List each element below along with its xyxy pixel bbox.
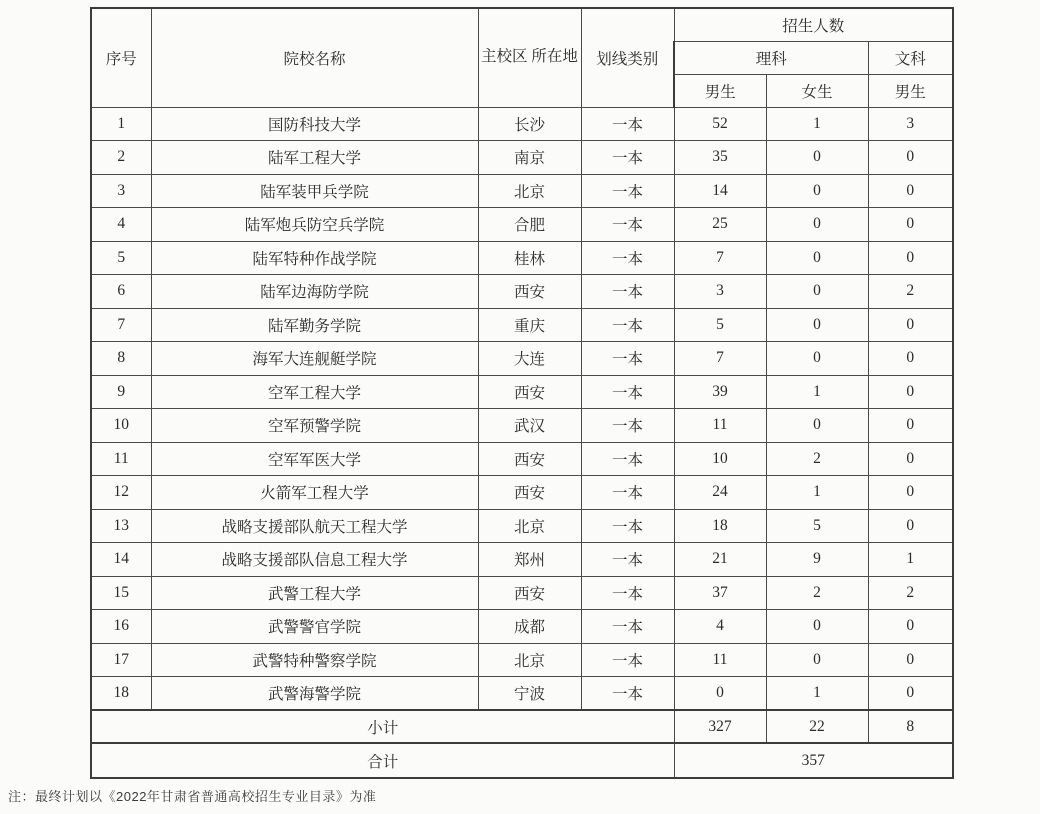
campus-city: 西安 xyxy=(478,476,581,510)
science-female-count: 0 xyxy=(766,241,868,275)
school-name: 陆军边海防学院 xyxy=(151,275,478,309)
arts-male-count: 0 xyxy=(868,375,953,409)
campus-city: 西安 xyxy=(478,275,581,309)
header-science-female: 女生 xyxy=(766,74,868,107)
science-female-count: 0 xyxy=(766,610,868,644)
table-row xyxy=(91,677,953,711)
table-row xyxy=(91,275,953,309)
campus-city: 南京 xyxy=(478,141,581,175)
header-school-name: 院校名称 xyxy=(151,8,478,107)
science-female-count: 2 xyxy=(766,442,868,476)
science-female-count: 0 xyxy=(766,275,868,309)
school-name: 陆军勤务学院 xyxy=(151,308,478,342)
school-name: 战略支援部队信息工程大学 xyxy=(151,543,478,577)
science-female-count: 0 xyxy=(766,308,868,342)
campus-city: 成都 xyxy=(478,610,581,644)
table-row xyxy=(91,141,953,175)
total-label: 合计 xyxy=(91,743,674,778)
total-value: 357 xyxy=(674,743,953,778)
table-row xyxy=(91,643,953,677)
arts-male-count: 0 xyxy=(868,174,953,208)
table-row xyxy=(91,107,953,141)
science-female-count: 5 xyxy=(766,509,868,543)
school-name: 空军军医大学 xyxy=(151,442,478,476)
science-female-count: 9 xyxy=(766,543,868,577)
campus-city: 北京 xyxy=(478,509,581,543)
arts-male-count: 0 xyxy=(868,677,953,711)
arts-male-count: 0 xyxy=(868,610,953,644)
arts-male-count: 0 xyxy=(868,442,953,476)
total-row xyxy=(91,743,953,778)
campus-city: 西安 xyxy=(478,442,581,476)
subtotal-science-female: 22 xyxy=(766,710,868,743)
science-female-count: 0 xyxy=(766,342,868,376)
row-index: 6 xyxy=(91,275,151,309)
table-row xyxy=(91,174,953,208)
line-category: 一本 xyxy=(581,342,674,376)
school-name: 陆军特种作战学院 xyxy=(151,241,478,275)
campus-city: 桂林 xyxy=(478,241,581,275)
campus-city: 北京 xyxy=(478,174,581,208)
science-male-count: 35 xyxy=(674,141,766,175)
science-male-count: 18 xyxy=(674,509,766,543)
campus-city: 长沙 xyxy=(478,107,581,141)
science-male-count: 7 xyxy=(674,241,766,275)
row-index: 10 xyxy=(91,409,151,443)
science-male-count: 11 xyxy=(674,409,766,443)
arts-male-count: 0 xyxy=(868,342,953,376)
science-male-count: 52 xyxy=(674,107,766,141)
arts-male-count: 2 xyxy=(868,275,953,309)
row-index: 17 xyxy=(91,643,151,677)
header-arts: 文科 xyxy=(868,41,953,74)
header-science-male: 男生 xyxy=(674,74,766,107)
science-male-count: 14 xyxy=(674,174,766,208)
campus-city: 重庆 xyxy=(478,308,581,342)
school-name: 空军预警学院 xyxy=(151,409,478,443)
header-enrollment: 招生人数 xyxy=(674,8,953,41)
arts-male-count: 1 xyxy=(868,543,953,577)
school-name: 陆军装甲兵学院 xyxy=(151,174,478,208)
science-female-count: 0 xyxy=(766,409,868,443)
line-category: 一本 xyxy=(581,476,674,510)
table-row xyxy=(91,442,953,476)
school-name: 空军工程大学 xyxy=(151,375,478,409)
arts-male-count: 0 xyxy=(868,509,953,543)
arts-male-count: 0 xyxy=(868,476,953,510)
table-row xyxy=(91,241,953,275)
table-row xyxy=(91,543,953,577)
line-category: 一本 xyxy=(581,275,674,309)
row-index: 5 xyxy=(91,241,151,275)
arts-male-count: 0 xyxy=(868,208,953,242)
science-female-count: 1 xyxy=(766,107,868,141)
school-name: 陆军工程大学 xyxy=(151,141,478,175)
science-male-count: 0 xyxy=(674,677,766,711)
line-category: 一本 xyxy=(581,141,674,175)
campus-city: 武汉 xyxy=(478,409,581,443)
table-row xyxy=(91,342,953,376)
row-index: 16 xyxy=(91,610,151,644)
row-index: 8 xyxy=(91,342,151,376)
line-category: 一本 xyxy=(581,610,674,644)
campus-city: 西安 xyxy=(478,375,581,409)
line-category: 一本 xyxy=(581,409,674,443)
line-category: 一本 xyxy=(581,375,674,409)
table-row xyxy=(91,208,953,242)
row-index: 7 xyxy=(91,308,151,342)
school-name: 火箭军工程大学 xyxy=(151,476,478,510)
header-line-category: 划线类别 xyxy=(581,8,674,107)
science-female-count: 2 xyxy=(766,576,868,610)
row-index: 1 xyxy=(91,107,151,141)
arts-male-count: 3 xyxy=(868,107,953,141)
school-name: 武警海警学院 xyxy=(151,677,478,711)
school-name: 海军大连舰艇学院 xyxy=(151,342,478,376)
line-category: 一本 xyxy=(581,107,674,141)
campus-city: 郑州 xyxy=(478,543,581,577)
table-row xyxy=(91,610,953,644)
header-arts-male: 男生 xyxy=(868,74,953,107)
table-row xyxy=(91,576,953,610)
science-female-count: 1 xyxy=(766,476,868,510)
science-male-count: 7 xyxy=(674,342,766,376)
line-category: 一本 xyxy=(581,308,674,342)
campus-city: 宁波 xyxy=(478,677,581,711)
science-male-count: 24 xyxy=(674,476,766,510)
arts-male-count: 0 xyxy=(868,308,953,342)
school-name: 武警工程大学 xyxy=(151,576,478,610)
line-category: 一本 xyxy=(581,208,674,242)
line-category: 一本 xyxy=(581,643,674,677)
row-index: 12 xyxy=(91,476,151,510)
line-category: 一本 xyxy=(581,677,674,711)
header-campus-location: 主校区 所在地 xyxy=(478,8,581,107)
science-female-count: 1 xyxy=(766,375,868,409)
table-row xyxy=(91,308,953,342)
school-name: 武警特种警察学院 xyxy=(151,643,478,677)
science-female-count: 1 xyxy=(766,677,868,711)
science-male-count: 11 xyxy=(674,643,766,677)
line-category: 一本 xyxy=(581,241,674,275)
line-category: 一本 xyxy=(581,509,674,543)
row-index: 3 xyxy=(91,174,151,208)
line-category: 一本 xyxy=(581,442,674,476)
arts-male-count: 0 xyxy=(868,241,953,275)
line-category: 一本 xyxy=(581,174,674,208)
subtotal-arts-male: 8 xyxy=(868,710,953,743)
campus-city: 合肥 xyxy=(478,208,581,242)
science-male-count: 25 xyxy=(674,208,766,242)
science-male-count: 39 xyxy=(674,375,766,409)
row-index: 15 xyxy=(91,576,151,610)
table-row xyxy=(91,509,953,543)
row-index: 2 xyxy=(91,141,151,175)
subtotal-row xyxy=(91,710,953,743)
row-index: 4 xyxy=(91,208,151,242)
science-male-count: 5 xyxy=(674,308,766,342)
row-index: 11 xyxy=(91,442,151,476)
science-female-count: 0 xyxy=(766,141,868,175)
campus-city: 北京 xyxy=(478,643,581,677)
row-index: 14 xyxy=(91,543,151,577)
line-category: 一本 xyxy=(581,576,674,610)
header-science: 理科 xyxy=(674,41,868,74)
science-male-count: 3 xyxy=(674,275,766,309)
table-row xyxy=(91,375,953,409)
header-row-1 xyxy=(91,8,953,41)
campus-city: 大连 xyxy=(478,342,581,376)
row-index: 13 xyxy=(91,509,151,543)
science-male-count: 10 xyxy=(674,442,766,476)
school-name: 武警警官学院 xyxy=(151,610,478,644)
campus-city: 西安 xyxy=(478,576,581,610)
science-male-count: 4 xyxy=(674,610,766,644)
arts-male-count: 0 xyxy=(868,141,953,175)
subtotal-science-male: 327 xyxy=(674,710,766,743)
arts-male-count: 2 xyxy=(868,576,953,610)
science-female-count: 0 xyxy=(766,174,868,208)
header-index: 序号 xyxy=(91,8,151,107)
footnote: 注：最终计划以《2022年甘肃省普通高校招生专业目录》为准 xyxy=(8,789,377,804)
science-male-count: 21 xyxy=(674,543,766,577)
line-category: 一本 xyxy=(581,543,674,577)
row-index: 9 xyxy=(91,375,151,409)
science-male-count: 37 xyxy=(674,576,766,610)
arts-male-count: 0 xyxy=(868,409,953,443)
school-name: 国防科技大学 xyxy=(151,107,478,141)
subtotal-label: 小计 xyxy=(91,710,674,743)
science-female-count: 0 xyxy=(766,643,868,677)
science-female-count: 0 xyxy=(766,208,868,242)
school-name: 战略支援部队航天工程大学 xyxy=(151,509,478,543)
enrollment-table xyxy=(90,7,954,779)
table-row xyxy=(91,409,953,443)
table-row xyxy=(91,476,953,510)
row-index: 18 xyxy=(91,677,151,711)
school-name: 陆军炮兵防空兵学院 xyxy=(151,208,478,242)
arts-male-count: 0 xyxy=(868,643,953,677)
